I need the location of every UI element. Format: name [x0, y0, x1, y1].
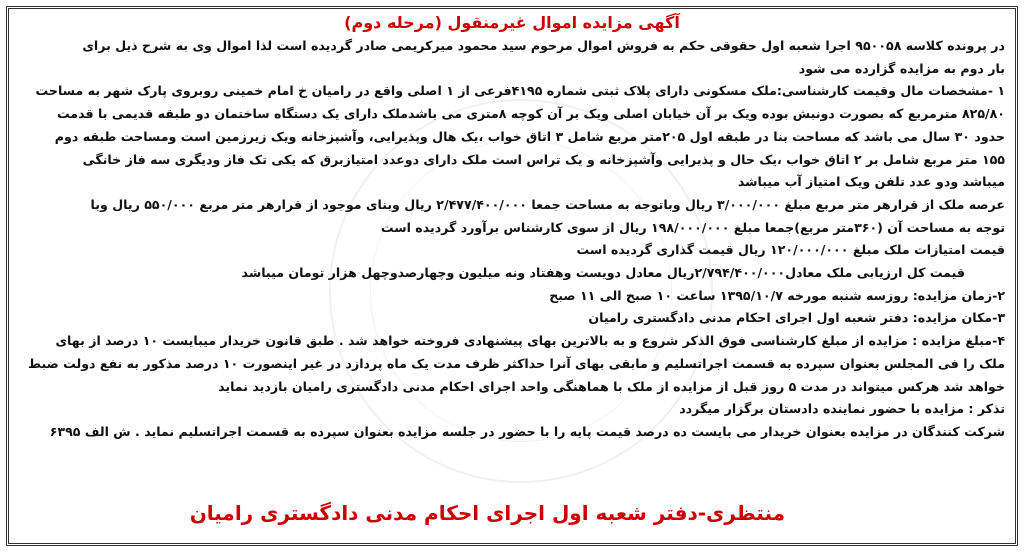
notice-line: ۳-مکان مزایده: دفتر شعبه اول اجرای احکام مدنی دادگستری رامیان	[588, 310, 1005, 326]
auction-notice	[6, 6, 1018, 546]
notice-line: ۱ -مشخصات مال وقیمت کارشناسی:ملک مسکونی دارای پلاک ثبتی شماره ۴۱۹۵فرعی از ۱ اصلی واقع در رامیان خ امام خمینی روبروی پارک شهر به مساحت	[35, 83, 1005, 99]
notice-body	[9, 35, 1015, 444]
notice-line: در پرونده کلاسه ۹۵۰۰۵۸ اجرا شعبه اول حقوقی حکم به فروش اموال مرحوم سید محمود میرکریمی صادر گردیده است لذا اموال وی به شرح ذیل برای	[82, 38, 1005, 53]
notice-line: قیمت کل ارزیابی ملک معادل۲/۷۹۴/۴۰۰/۰۰۰ریال معادل دویست وهفتاد ونه میلیون وچهارصدوچهل هزار تومان میباشد	[241, 265, 965, 281]
notice-line: ۸۲۵/۸۰ مترمربع که بصورت دونبش بوده ویک بر آن خیابان اصلی ویک بر آن کوچه ۸متری می باشدملک دارای یک دستگاه ساختمان دو طبقه قدیمی با قدمت	[56, 106, 1005, 122]
notice-line: ۱۵۵ متر مربع شامل بر ۲ اتاق خواب ،یک حال و پذیرایی وآشپزخانه و یک تراس است ملک دارای دوعدد امتیازبرق که یکی تک فاز ودیگری سه فاز خانگی	[82, 151, 1005, 167]
notice-line: بار دوم به مزایده گزارده می شود	[798, 60, 1005, 76]
notice-line: حدود ۳۰ سال می باشد که مساحت بنا در طبقه اول ۲۰۵متر مربع شامل ۳ اتاق خواب ،یک هال وپذیرایی، وآشپزخانه ویک زیرزمین است ومساحت طبقه دوم	[54, 128, 1005, 144]
notice-line: ۲-زمان مزایده: روزسه شنبه مورخه ۱۳۹۵/۱۰/۷ ساعت ۱۰ صبح الی ۱۱ صبح	[549, 287, 1005, 303]
notice-line: شرکت کنندگان در مزایده بعنوان خریدار می بایست ده درصد قیمت پایه را با حضور در جلسه مزایده بعنوان سپرده به قسمت اجراتسلیم نماید . ش الف ۶۳۹۵	[49, 423, 1005, 439]
notice-line: عرصه ملک از قرارهر متر مربع مبلغ ۳/۰۰۰/۰۰۰ ریال وباتوجه به مساحت جمعا ۲/۴۷۷/۴۰۰/۰۰۰ ریال وبنای موجود از قرارهر متر مربع ۵۵۰/۰۰۰ ریال وبا	[90, 196, 1005, 212]
notice-line: ۴-مبلغ مزایده : مزایده از مبلغ کارشناسی فوق الذکر شروع و به بالاترین بهای پیشنهادی فروخته خواهد شد . طبق قانون خریدار میبایست ۱۰ درصد از بهای	[55, 333, 1005, 349]
notice-signature: منتظری-دفتر شعبه اول اجرای احکام مدنی دادگستری رامیان	[189, 501, 785, 525]
notice-line: میباشد ودو عدد تلفن ویک امتیاز آب میباشد	[737, 174, 1005, 190]
notice-title: آگهی مزایده اموال غیرمنقول (مرحله دوم)	[344, 13, 680, 32]
notice-line: توجه به مساحت آن (۳۶۰متر مربع)جمعا مبلغ ۱۹۸/۰۰۰/۰۰۰ ریال از سوی کارشناس برآورد گردیده است	[380, 219, 1005, 235]
notice-line: خواهد شد هرکس میتواند در مدت ۵ روز قبل از مزایده از ملک با هماهنگی واحد اجرای احکام مدنی دادگستری رامیان بازدید نماید	[218, 378, 1005, 394]
notice-line: قیمت امتیازات ملک مبلغ ۱۲۰/۰۰۰/۰۰۰ ریال قیمت گذاری گردیده است	[576, 242, 1005, 258]
notice-line: تذکر : مزایده با حضور نماینده دادستان برگزار میگردد	[679, 401, 1005, 417]
notice-line: ملک را فی المجلس بعنوان سپرده به قسمت اجراتسلیم و مابقی بهای آنرا حداکثر ظرف مدت یک ماه پردازد در غیر اینصورت ۱۰ درصد مذکور به نفع دولت ضبط	[27, 355, 1005, 371]
